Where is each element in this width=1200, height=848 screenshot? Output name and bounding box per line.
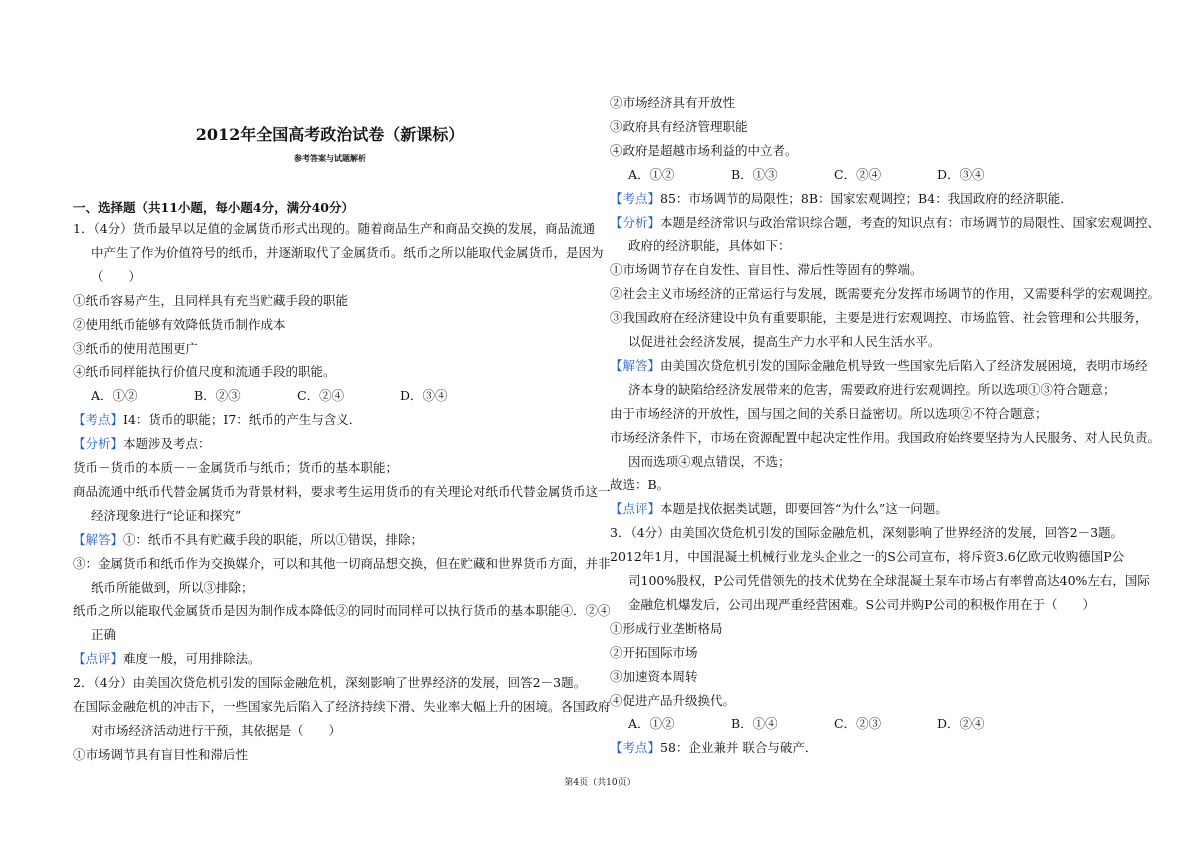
text-line bbox=[610, 406, 1048, 422]
label-tag: 【解答】 bbox=[610, 357, 661, 373]
line-text: ④纸币同样能执行价值尺度和流通手段的职能。 bbox=[73, 364, 336, 380]
line-text: ②使用纸币能够有效降低货币制作成本 bbox=[73, 316, 286, 332]
line-text: 因而选项④观点错误，不选； bbox=[628, 453, 791, 469]
label-tag: 【考点】 bbox=[73, 412, 124, 428]
text-line bbox=[610, 549, 1124, 565]
line-text: 经济现象进行“论证和探究” bbox=[91, 507, 242, 523]
text-line bbox=[73, 317, 286, 333]
text-line bbox=[610, 716, 1040, 732]
text-line bbox=[73, 675, 586, 691]
answer-option: D．②④ bbox=[937, 716, 985, 732]
line-text: 本题是经济常识与政治常识综合题，考查的知识点有：市场调节的局限性、国家宏观调控、 bbox=[660, 214, 1161, 230]
line-text: 货币－货币的本质－－金属货币与纸币；货币的基本职能； bbox=[73, 460, 399, 475]
line-text: 58：企业兼并 联合与破产． bbox=[660, 740, 818, 756]
label-tag: 【考点】 bbox=[610, 190, 661, 206]
text-line bbox=[610, 262, 923, 278]
line-text: 市场经济条件下，市场在资源配置中起决定性作用。我国政府始终要坚持为人民服务、对人民负责。 bbox=[610, 429, 1161, 445]
line-text: 难度一般，可用排除法。 bbox=[123, 651, 261, 667]
text-line bbox=[73, 723, 341, 739]
text-line bbox=[610, 645, 698, 661]
label-tag: 【分析】 bbox=[73, 436, 124, 452]
text-line bbox=[610, 238, 791, 254]
line-text: 济本身的缺陷给经济发展带来的危害，需要政府进行宏观调控。所以选项①③符合题意； bbox=[628, 381, 1116, 397]
label-tag: 【考点】 bbox=[610, 740, 661, 756]
line-text: I4：货币的职能；I7：纸币的产生与含义． bbox=[123, 412, 362, 428]
text-line bbox=[610, 621, 723, 637]
line-text: ③：金属货币和纸币作为交换媒介，可以和其他一切商品想交换，但在贮藏和世界货币方面，并非 bbox=[73, 555, 611, 571]
text-line bbox=[610, 573, 1150, 589]
line-text: 本题是找依据类试题，即要回答“为什么”这一问题。 bbox=[660, 501, 948, 517]
line-text: ①市场调节存在自发性、盲目性、滞后性等固有的弊端。 bbox=[610, 262, 923, 278]
text-line bbox=[73, 245, 604, 261]
text-line bbox=[610, 597, 1095, 613]
answer-option: D．③④ bbox=[937, 166, 985, 182]
line-text: 在国际金融危机的冲击下，一些国家先后陷入了经济持续下滑、失业率大幅上升的困境。各国政府 bbox=[73, 699, 611, 714]
line-text: ③我国政府在经济建设中负有重要职能，主要是进行宏观调控、市场监管、社会管理和公共服务， bbox=[610, 310, 1148, 326]
text-line bbox=[610, 191, 1073, 207]
line-text: 对市场经济活动进行干预，其依据是（ ） bbox=[91, 722, 342, 738]
text-line bbox=[73, 484, 611, 500]
line-text: ④促进产品升级换代。 bbox=[610, 692, 736, 708]
line-text: ②开拓国际市场 bbox=[610, 644, 698, 660]
line-text: ③加速资本周转 bbox=[610, 668, 698, 684]
line-text: ①：纸币不具有贮藏手段的职能，所以①错误，排除； bbox=[123, 531, 424, 547]
text-line bbox=[73, 364, 336, 380]
text-line bbox=[610, 740, 817, 756]
text-line bbox=[610, 310, 1148, 326]
text-line bbox=[73, 747, 248, 763]
text-line bbox=[610, 477, 669, 493]
text-line bbox=[610, 286, 1160, 302]
text-line bbox=[610, 382, 1116, 398]
text-line bbox=[73, 699, 611, 715]
answer-option: A．①② bbox=[628, 716, 675, 732]
answer-option: B．①④ bbox=[731, 716, 778, 732]
line-text: 2．（4分）由美国次贷危机引发的国际金融危机，深刻影响了世界经济的发展，回答2－3题。 bbox=[73, 675, 587, 691]
text-line bbox=[610, 95, 735, 111]
text-line bbox=[610, 430, 1160, 446]
text-line bbox=[73, 627, 116, 643]
answer-option: C．②④ bbox=[297, 388, 345, 404]
line-text: 故选：B。 bbox=[610, 477, 670, 493]
line-text: 中产生了作为价值符号的纸币，并逐渐取代了金属货币。纸币之所以能取代金属货币，是因为 bbox=[91, 244, 604, 260]
line-text: 纸币之所以能取代金属货币是因为制作成本降低②的同时而同样可以执行货币的基本职能④．②④ bbox=[73, 603, 611, 619]
text-line bbox=[73, 508, 241, 524]
text-line bbox=[610, 143, 798, 159]
line-text: ②市场经济具有开放性 bbox=[610, 95, 736, 110]
text-line bbox=[610, 119, 748, 135]
text-line bbox=[73, 460, 398, 476]
line-text: 3．（4分）由美国次贷危机引发的国际金融危机，深刻影响了世界经济的发展，回答2－3题。 bbox=[610, 525, 1124, 541]
text-line bbox=[610, 501, 948, 517]
line-text: 由美国次贷危机引发的国际金融危机导致一些国家先后陷入了经济发展困境，表明市场经 bbox=[660, 357, 1148, 373]
page-title: 2012年全国高考政治试卷（新课标） bbox=[195, 125, 465, 144]
answer-option: C．②④ bbox=[834, 166, 882, 182]
line-text: 正确 bbox=[91, 627, 117, 643]
text-line bbox=[73, 341, 198, 357]
answer-option: C．②③ bbox=[834, 716, 882, 732]
text-line bbox=[610, 693, 735, 709]
line-text: ③纸币的使用范围更广 bbox=[73, 340, 199, 356]
page-footer: 第4页（共10页） bbox=[564, 778, 636, 788]
section-title: 一、选择题（共11小题，每小题4分，满分40分） bbox=[73, 200, 354, 215]
answer-option: A．①② bbox=[628, 166, 675, 182]
text-line bbox=[610, 334, 941, 350]
line-text: 2012年1月，中国混凝土机械行业龙头企业之一的S公司宣布，将斥资3.6亿欧元收购德国P公 bbox=[610, 549, 1125, 565]
answer-option: A．①② bbox=[91, 388, 138, 404]
line-text: 1．（4分）货币最早以足值的金属货币形式出现的。随着商品生产和商品交换的发展，商品流通 bbox=[73, 221, 596, 236]
line-text: ③政府具有经济管理职能 bbox=[610, 118, 748, 134]
page-subtitle: 参考答案与试题解析 bbox=[294, 153, 366, 163]
line-text: 纸币所能做到，所以③排除； bbox=[91, 579, 254, 595]
line-text: ②社会主义市场经济的正常运行与发展，既需要充分发挥市场调节的作用，又需要科学的宏观调控。 bbox=[610, 286, 1161, 302]
text-line bbox=[610, 358, 1148, 374]
text-line bbox=[73, 603, 611, 619]
line-text: 金融危机爆发后，公司出现严重经营困难。S公司并购P公司的积极作用在于（ ） bbox=[628, 596, 1095, 612]
text-line bbox=[73, 293, 348, 309]
label-tag: 【点评】 bbox=[73, 651, 124, 667]
text-line bbox=[610, 215, 1160, 231]
text-line bbox=[73, 556, 611, 572]
label-tag: 【点评】 bbox=[610, 501, 661, 517]
line-text: 由于市场经济的开放性，国与国之间的关系日益密切。所以选项②不符合题意； bbox=[610, 405, 1048, 421]
text-line bbox=[73, 651, 261, 667]
text-line bbox=[610, 669, 698, 685]
text-line bbox=[73, 532, 423, 548]
text-line bbox=[610, 454, 791, 470]
line-text: 商品流通中纸币代替金属货币为背景材料，要求考生运用货币的有关理论对纸币代替金属货币这一 bbox=[73, 483, 611, 499]
line-text: ④政府是超越市场利益的中立者。 bbox=[610, 142, 798, 158]
answer-option: B．①③ bbox=[731, 166, 778, 182]
label-tag: 【解答】 bbox=[73, 531, 124, 547]
line-text: 政府的经济职能，具体如下： bbox=[628, 238, 791, 254]
line-text: 以促进社会经济发展，提高生产力水平和人民生活水平。 bbox=[628, 334, 941, 349]
text-line bbox=[610, 525, 1123, 541]
line-text: ①市场调节具有盲目性和滞后性 bbox=[73, 746, 249, 762]
answer-option: B．②③ bbox=[194, 388, 241, 404]
text-line bbox=[73, 269, 141, 285]
text-line bbox=[73, 436, 211, 452]
text-line bbox=[73, 412, 361, 428]
line-text: ①形成行业垄断格局 bbox=[610, 620, 723, 636]
line-text: （ ） bbox=[91, 268, 142, 284]
line-text: 本题涉及考点： bbox=[123, 436, 211, 452]
answer-option: D．③④ bbox=[400, 388, 448, 404]
text-line bbox=[610, 167, 1040, 183]
text-line bbox=[73, 388, 503, 404]
line-text: 85：市场调节的局限性；8B：国家宏观调控；B4：我国政府的经济职能． bbox=[660, 190, 1073, 206]
label-tag: 【分析】 bbox=[610, 214, 661, 230]
text-line bbox=[73, 580, 254, 596]
text-line bbox=[73, 221, 595, 237]
line-text: 司100%股权，P公司凭借领先的技术优势在全球混凝土泵车市场占有率曾高达40%左右，国际 bbox=[628, 573, 1150, 588]
line-text: ①纸币容易产生，且同样具有充当贮藏手段的职能 bbox=[73, 292, 349, 308]
